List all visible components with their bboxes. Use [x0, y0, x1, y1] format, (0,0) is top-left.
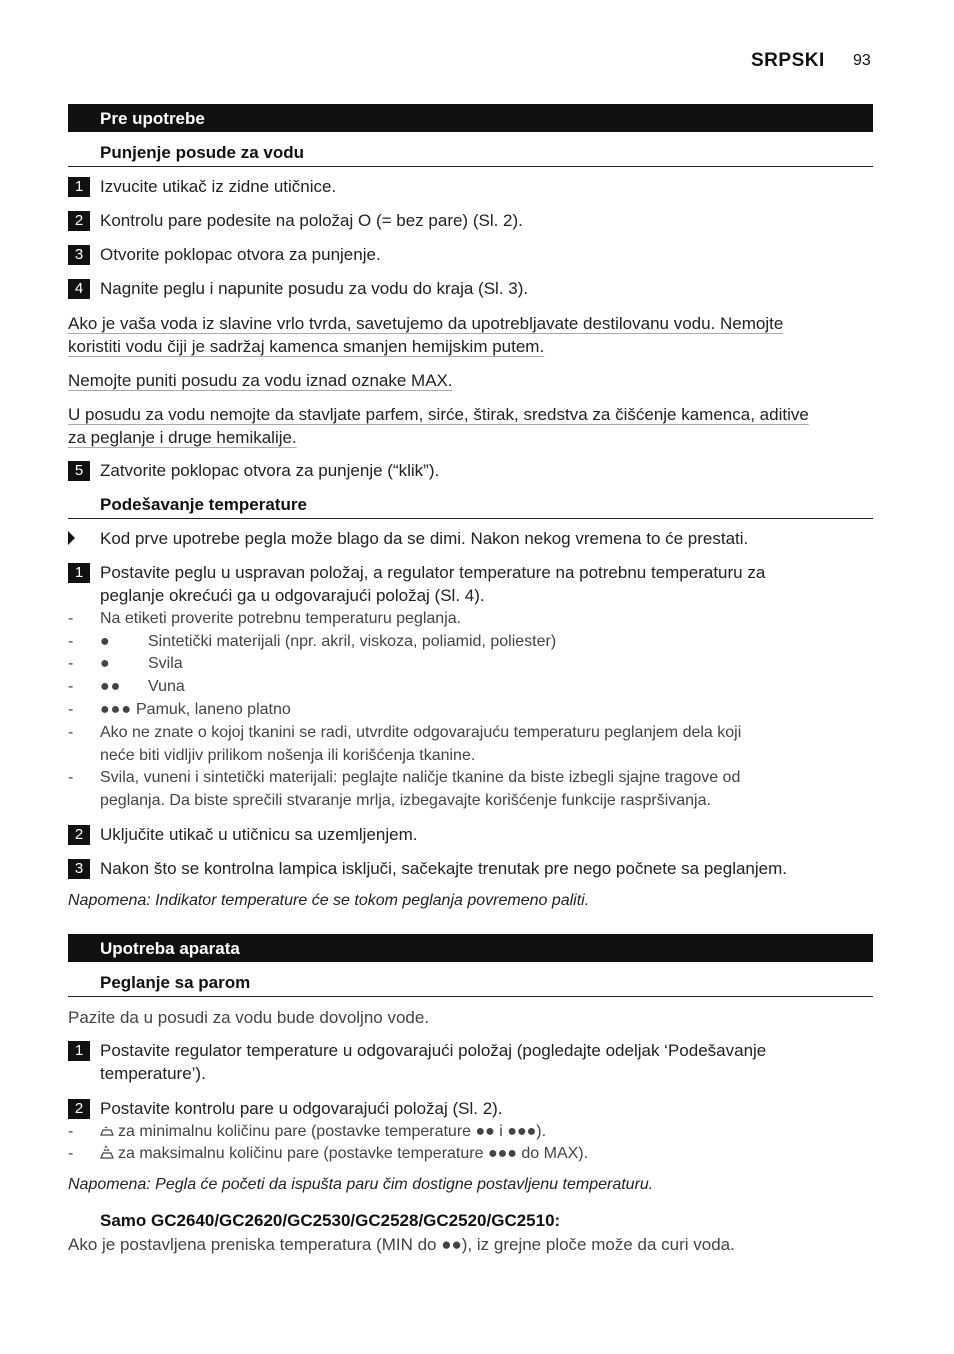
warning-paragraph-3: [68, 403, 809, 449]
dash-text: Vuna: [148, 678, 185, 695]
arrow-bullet-icon: [68, 531, 75, 545]
step-number: 4: [68, 279, 90, 299]
subsection-title: Punjenje posude za vodu: [100, 143, 305, 162]
step-text: Zatvorite poklopac otvora za punjenje (“klik”).: [100, 461, 440, 480]
step-number: 1: [68, 1041, 90, 1061]
step-number: 2: [68, 1099, 90, 1119]
paragraph-line: koristiti vodu čiji je sadržaj kamenca smanjen hemijskim putem.: [68, 337, 545, 356]
dash-text: za minimalnu količinu pare (postavke temperature ●● i ●●●).: [118, 1123, 547, 1140]
section-bar-pre-upotrebe: [68, 104, 873, 132]
step-text: Uključite utikač u utičnicu sa uzemljenjem.: [100, 825, 418, 844]
subsection-punjenje: [68, 141, 873, 167]
step-line: temperature’).: [100, 1064, 206, 1083]
dash-text: Pamuk, laneno platno: [136, 701, 291, 718]
subsection-peglanje-sa-parom: [68, 971, 873, 997]
step-number: 1: [68, 563, 90, 583]
step-number: 2: [68, 825, 90, 845]
step-text: Nagnite peglu i napunite posudu za vodu do kraja (Sl. 3).: [100, 279, 529, 298]
dash-line: neće biti vidljiv prilikom nošenja ili korišćenja tkanine.: [100, 747, 476, 764]
subsection-podesavanje: [68, 493, 873, 519]
models-heading: Samo GC2640/GC2620/GC2530/GC2528/GC2520/GC2510:: [100, 1211, 561, 1230]
step-number: 5: [68, 461, 90, 481]
temperature-dots-icon: ●: [100, 655, 111, 672]
warning-paragraph-1: [68, 312, 783, 358]
temperature-dots-icon: ●: [100, 633, 111, 650]
section-title: Pre upotrebe: [100, 109, 205, 128]
min-steam-icon: [100, 1123, 114, 1137]
warning-paragraph-2: [68, 369, 453, 392]
note: Napomena: Indikator temperature će se tokom peglanja povremeno paliti.: [68, 892, 590, 909]
paragraph-line: Nemojte puniti posudu za vodu iznad oznake MAX.: [68, 371, 453, 390]
subsection-title: Podešavanje temperature: [100, 495, 307, 514]
step-number: 3: [68, 245, 90, 265]
section-bar-upotreba-aparata: [68, 934, 873, 962]
step-number: 1: [68, 177, 90, 197]
intro-text: Pazite da u posudi za vodu bude dovoljno vode.: [68, 1008, 430, 1027]
step-line: Postavite peglu u uspravan položaj, a regulator temperature na potrebnu temperaturu za: [100, 563, 766, 582]
step-text: [100, 561, 870, 607]
dash-text: Na etiketi proverite potrebnu temperaturu peglanja.: [100, 610, 462, 627]
section-title: Upotreba aparata: [100, 939, 240, 958]
dash-text: za maksimalnu količinu pare (postavke temperature ●●● do MAX).: [118, 1145, 589, 1162]
step-line: peglanje okrećući ga u odgovarajući položaj (Sl. 4).: [100, 586, 485, 605]
dash-line: Svila, vuneni i sintetički materijali: peglajte naličje tkanine da biste izbegli sjajne tragove od: [100, 769, 741, 786]
step-text: Izvucite utikač iz zidne utičnice.: [100, 177, 337, 196]
dash-line: peglanja. Da biste sprečili stvaranje mrlja, izbegavajte korišćenje funkcije raspršivanja.: [100, 792, 711, 809]
note: Napomena: Pegla će početi da ispušta paru čim dostigne postavljenu temperaturu.: [68, 1176, 654, 1193]
paragraph-line: U posudu za vodu nemojte da stavljate parfem, sirće, štirak, sredstva za čišćenje kamenca, aditive: [68, 405, 809, 424]
bullet-text: Kod prve upotrebe pegla može blago da se dimi. Nakon nekog vremena to će prestati.: [100, 529, 749, 548]
step-text: Nakon što se kontrolna lampica isključi, sačekajte trenutak pre nego počnete sa peglanjem.: [100, 859, 787, 878]
step-text: Postavite kontrolu pare u odgovarajući položaj (Sl. 2).: [100, 1099, 503, 1118]
language-label: SRPSKI: [751, 50, 825, 71]
temperature-dots-icon: ●●: [100, 678, 122, 695]
step-text: Otvorite poklopac otvora za punjenje.: [100, 245, 381, 264]
step-number: 3: [68, 859, 90, 879]
models-text: Ako je postavljena preniska temperatura (MIN do ●●), iz grejne ploče može da curi voda.: [68, 1235, 735, 1254]
dash-text: Sintetički materijali (npr. akril, viskoza, poliamid, poliester): [148, 633, 557, 650]
dash-text: Svila: [148, 655, 183, 672]
step-text: Kontrolu pare podesite na položaj O (= bez pare) (Sl. 2).: [100, 211, 523, 230]
dash-line: Ako ne znate o kojoj tkanini se radi, utvrdite odgovarajuću temperaturu peglanjem dela koji: [100, 724, 742, 741]
max-steam-icon: [100, 1144, 114, 1160]
step-text: [100, 1039, 870, 1085]
subsection-title: Peglanje sa parom: [100, 973, 251, 992]
page-number: 93: [853, 52, 871, 69]
temperature-dots-icon: ●●●: [100, 701, 132, 718]
step-line: Postavite regulator temperature u odgovarajući položaj (pogledajte odeljak ‘Podešavanje: [100, 1041, 767, 1060]
step-number: 2: [68, 211, 90, 231]
paragraph-line: za peglanje i druge hemikalije.: [68, 428, 297, 447]
paragraph-line: Ako je vaša voda iz slavine vrlo tvrda, savetujemo da upotrebljavate destilovanu vodu. Nemojte: [68, 314, 784, 333]
